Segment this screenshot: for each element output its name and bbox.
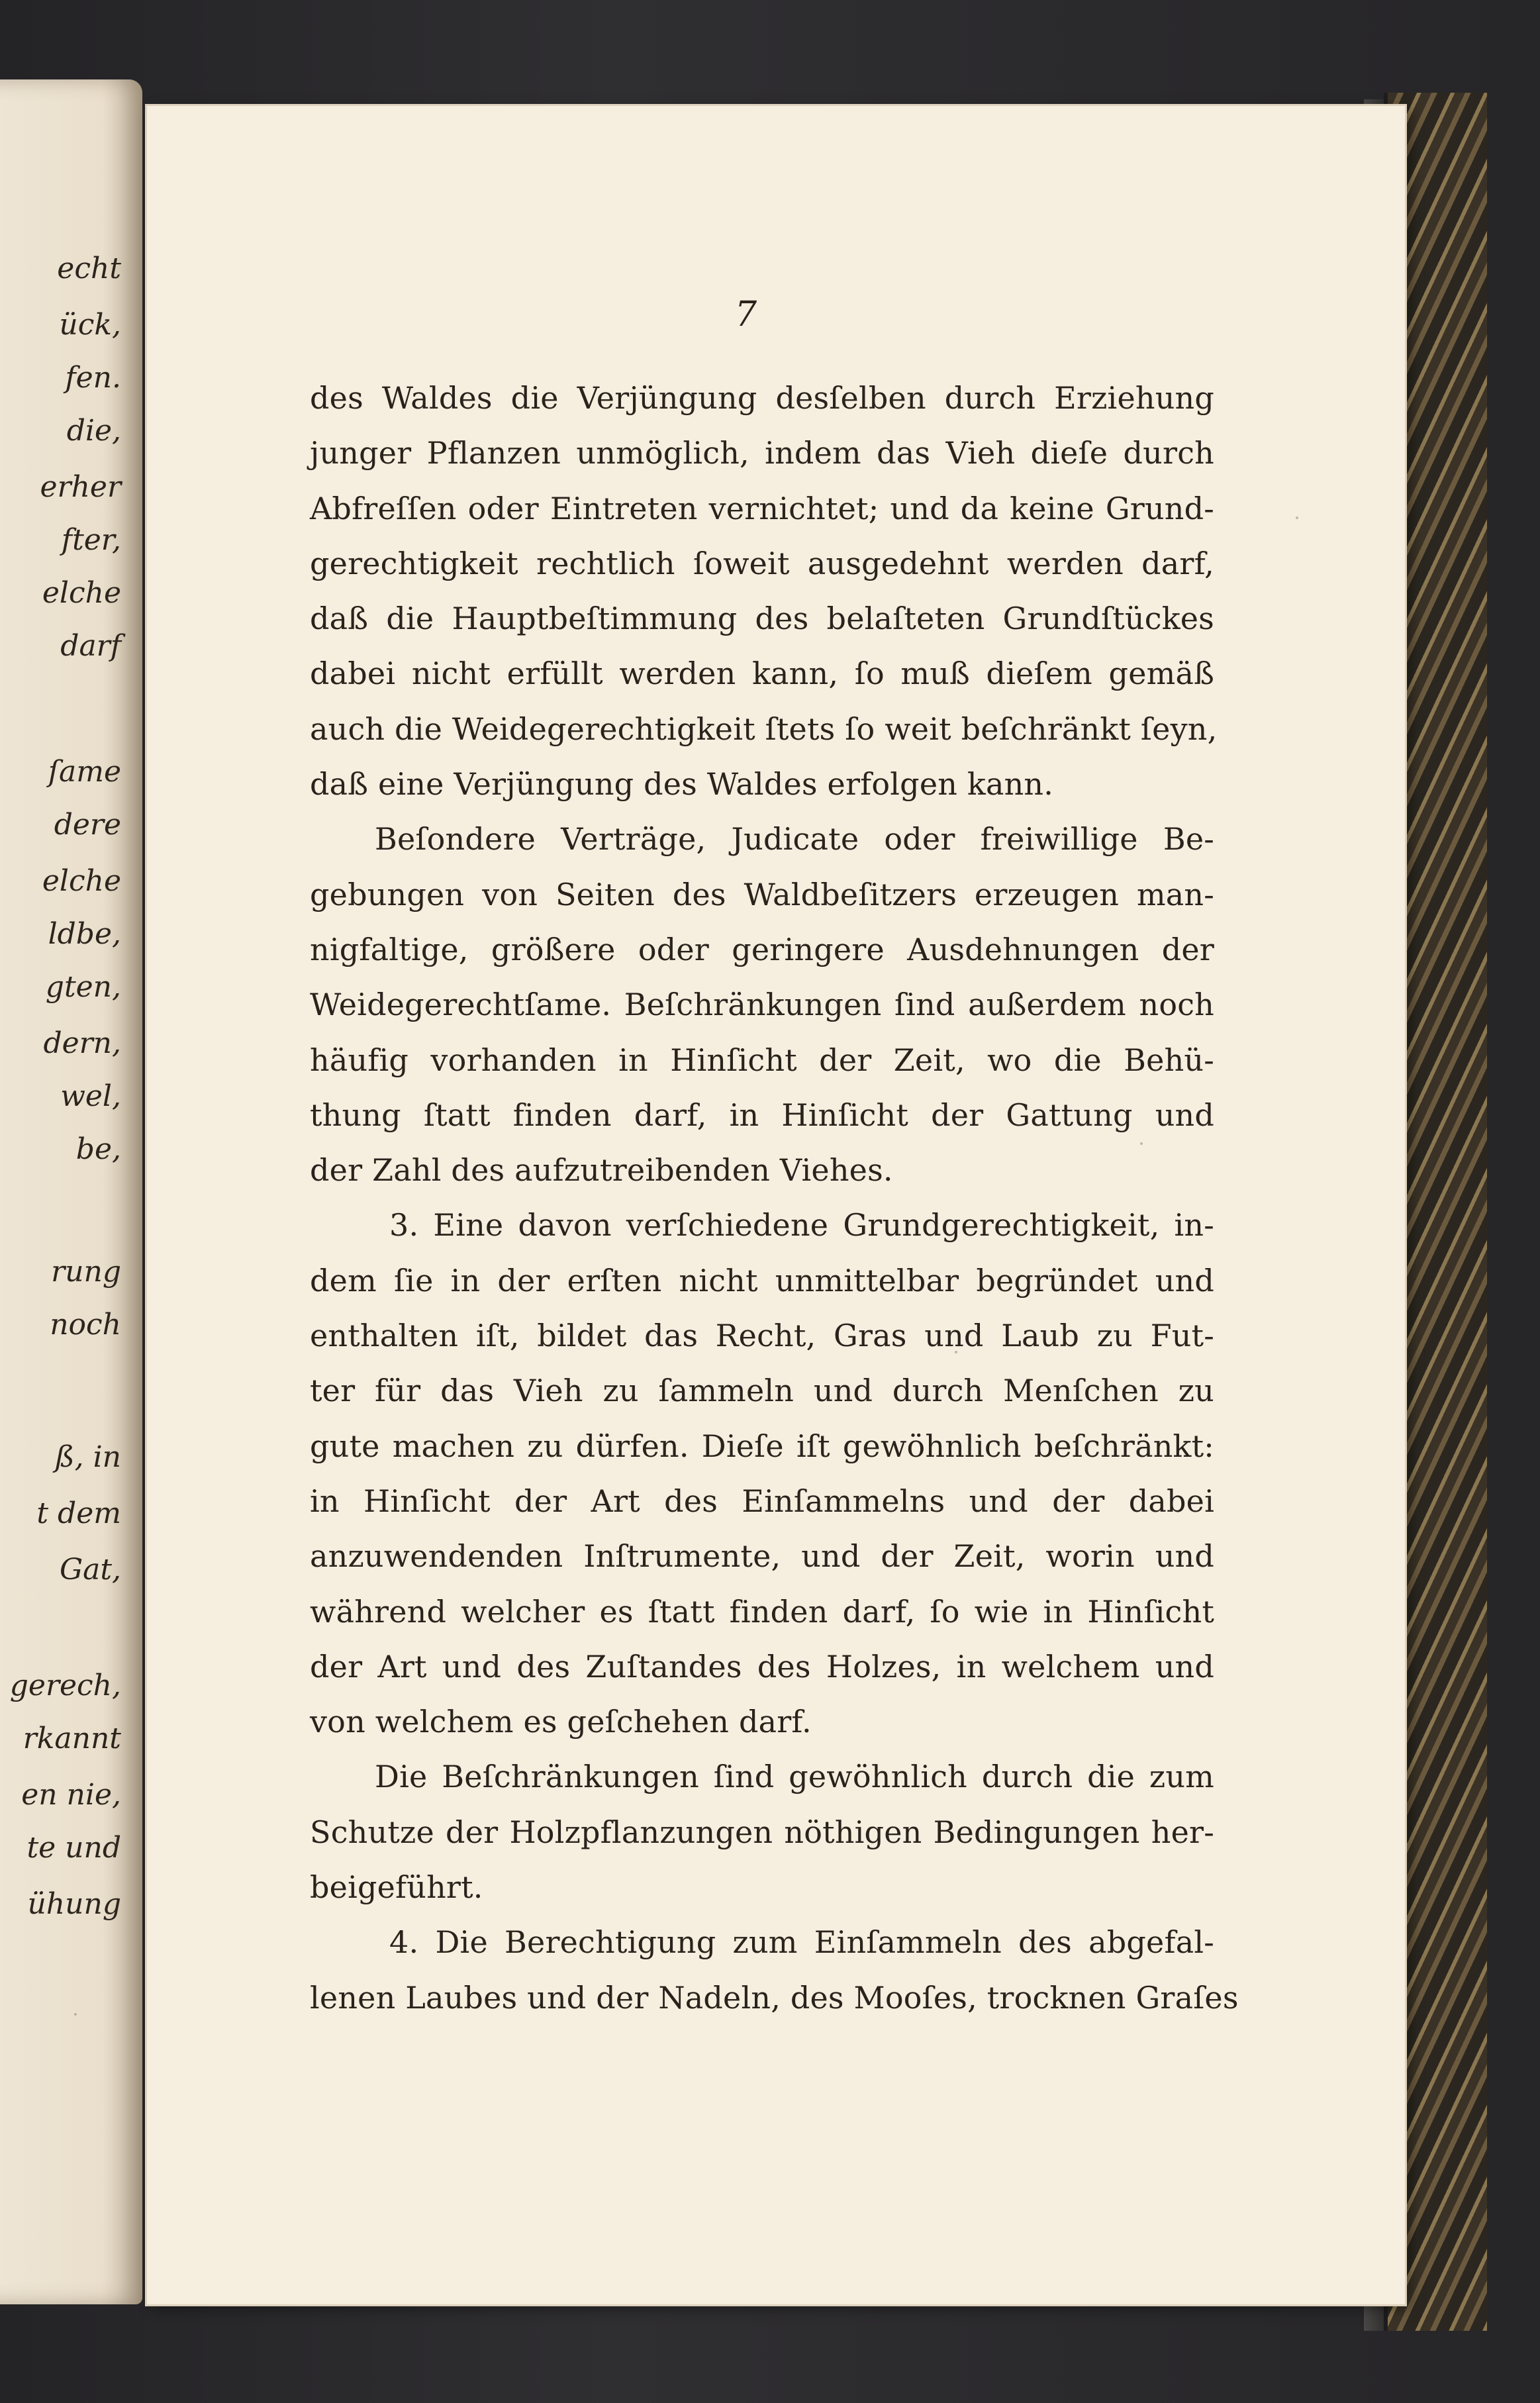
facing-page-text-fragment: rung bbox=[51, 1255, 121, 1289]
text-line: Beſondere Verträge, Judicate oder freiwillige Be- bbox=[375, 821, 1214, 858]
facing-page-text-fragment: en nie, bbox=[21, 1778, 121, 1812]
body-text bbox=[310, 371, 1239, 2026]
facing-page-text-fragment: wel, bbox=[60, 1079, 121, 1113]
text-line: junger Pflanzen unmöglich, indem das Vieh dieſe durch bbox=[310, 435, 1214, 471]
facing-page-text-fragment: fter, bbox=[61, 523, 121, 557]
text-line: auch die Weidegerechtigkeit ſtets ſo weit beſchränkt ſeyn, bbox=[310, 711, 1218, 747]
text-line: daß eine Verjüngung des Waldes erfolgen kann. bbox=[310, 766, 1054, 803]
facing-page-text-fragment: ß, in bbox=[55, 1440, 121, 1474]
facing-page-text-fragment: ldbe, bbox=[48, 917, 121, 951]
text-line: von welchem es geſchehen darf. bbox=[310, 1704, 812, 1740]
text-line: ter für das Vieh zu ſammeln und durch Menſchen zu bbox=[310, 1373, 1214, 1409]
text-line: gerechtigkeit rechtlich ſoweit ausgedehnt werden darf, bbox=[310, 545, 1214, 581]
facing-page-text-fragment: die, bbox=[66, 414, 121, 448]
facing-page-text-fragment: be, bbox=[75, 1132, 121, 1166]
text-line: während welcher es ſtatt finden darf, ſo wie in Hinſicht bbox=[310, 1593, 1214, 1630]
text-line: daß die Hauptbeſtimmung des belaſteten Grundſtückes bbox=[310, 601, 1214, 637]
text-line: anzuwendenden Inſtrumente, und der Zeit, worin und bbox=[310, 1538, 1214, 1575]
facing-page-text-fragment: ück, bbox=[59, 308, 121, 342]
text-line: des Waldes die Verjüngung desſelben durch Erziehung bbox=[310, 380, 1214, 416]
text-line: der Zahl des aufzutreibenden Viehes. bbox=[310, 1152, 893, 1189]
facing-page-text-fragment: fen. bbox=[65, 361, 121, 395]
facing-page-text-fragment: echt bbox=[57, 252, 121, 285]
facing-page-text-fragment: gten, bbox=[45, 970, 121, 1004]
text-line: 3. Eine davon verſchiedene Grundgerechtigkeit, in- bbox=[389, 1207, 1214, 1244]
text-line: dabei nicht erfüllt werden kann, ſo muß dieſem gemäß bbox=[310, 656, 1214, 692]
text-line: Die Beſchränkungen ſind gewöhnlich durch die zum bbox=[375, 1759, 1214, 1795]
text-line: häufig vorhanden in Hinſicht der Zeit, wo die Behü- bbox=[310, 1042, 1214, 1078]
text-line: enthalten iſt, bildet das Recht, Gras und Laub zu Fut- bbox=[310, 1318, 1214, 1354]
text-line: gebungen von Seiten des Waldbeſitzers erzeugen man- bbox=[310, 876, 1214, 912]
facing-page-text-fragment: dern, bbox=[43, 1026, 121, 1060]
text-line: beigeführt. bbox=[310, 1869, 483, 1906]
text-line: nigfaltige, größere oder geringere Ausdehnungen der bbox=[310, 931, 1214, 967]
facing-page-text-fragment: te und bbox=[26, 1831, 121, 1865]
text-line: in Hinſicht der Art des Einſammelns und der dabei bbox=[310, 1483, 1214, 1519]
text-line: Weidegerechtſame. Beſchränkungen ſind außerdem noch bbox=[310, 987, 1214, 1023]
facing-page-text-fragment: dere bbox=[54, 808, 121, 842]
facing-page-text-fragment: rkannt bbox=[23, 1722, 121, 1755]
text-line: 4. Die Berechtigung zum Einſammeln des abgefal- bbox=[389, 1924, 1214, 1961]
facing-page-text-fragment: Gat, bbox=[59, 1553, 121, 1587]
facing-page-text-fragment: ühung bbox=[27, 1887, 121, 1921]
facing-page-left bbox=[0, 79, 142, 2304]
facing-page-text-fragment: noch bbox=[50, 1308, 121, 1342]
text-line: Schutze der Holzpflanzungen nöthigen Bedingungen her- bbox=[310, 1814, 1214, 1850]
text-line: gute machen zu dürfen. Dieſe iſt gewöhnlich beſchränkt: bbox=[310, 1428, 1214, 1464]
facing-page-text-fragment: gerech, bbox=[9, 1669, 121, 1702]
facing-page-text-fragment: erher bbox=[40, 470, 121, 504]
page-number: 7 bbox=[735, 295, 757, 334]
text-line: lenen Laubes und der Nadeln, des Mooſes, trocknen Graſes bbox=[310, 1979, 1239, 2016]
text-line: thung ſtatt finden darf, in Hinſicht der Gattung und bbox=[310, 1097, 1214, 1133]
facing-page-text-fragment: t dem bbox=[36, 1496, 121, 1530]
text-line: Abfreſſen oder Eintreten vernichtet; und da keine Grund- bbox=[310, 490, 1214, 526]
facing-page-text-fragment: elche bbox=[42, 576, 121, 610]
facing-page-text-fragment: ſame bbox=[48, 755, 121, 789]
facing-page-text-fragment: elche bbox=[42, 864, 121, 898]
facing-page-text-fragment: darf bbox=[60, 629, 121, 663]
text-line: der Art und des Zuſtandes des Holzes, in welchem und bbox=[310, 1648, 1214, 1685]
text-line: dem ſie in der erſten nicht unmittelbar begründet und bbox=[310, 1262, 1214, 1299]
